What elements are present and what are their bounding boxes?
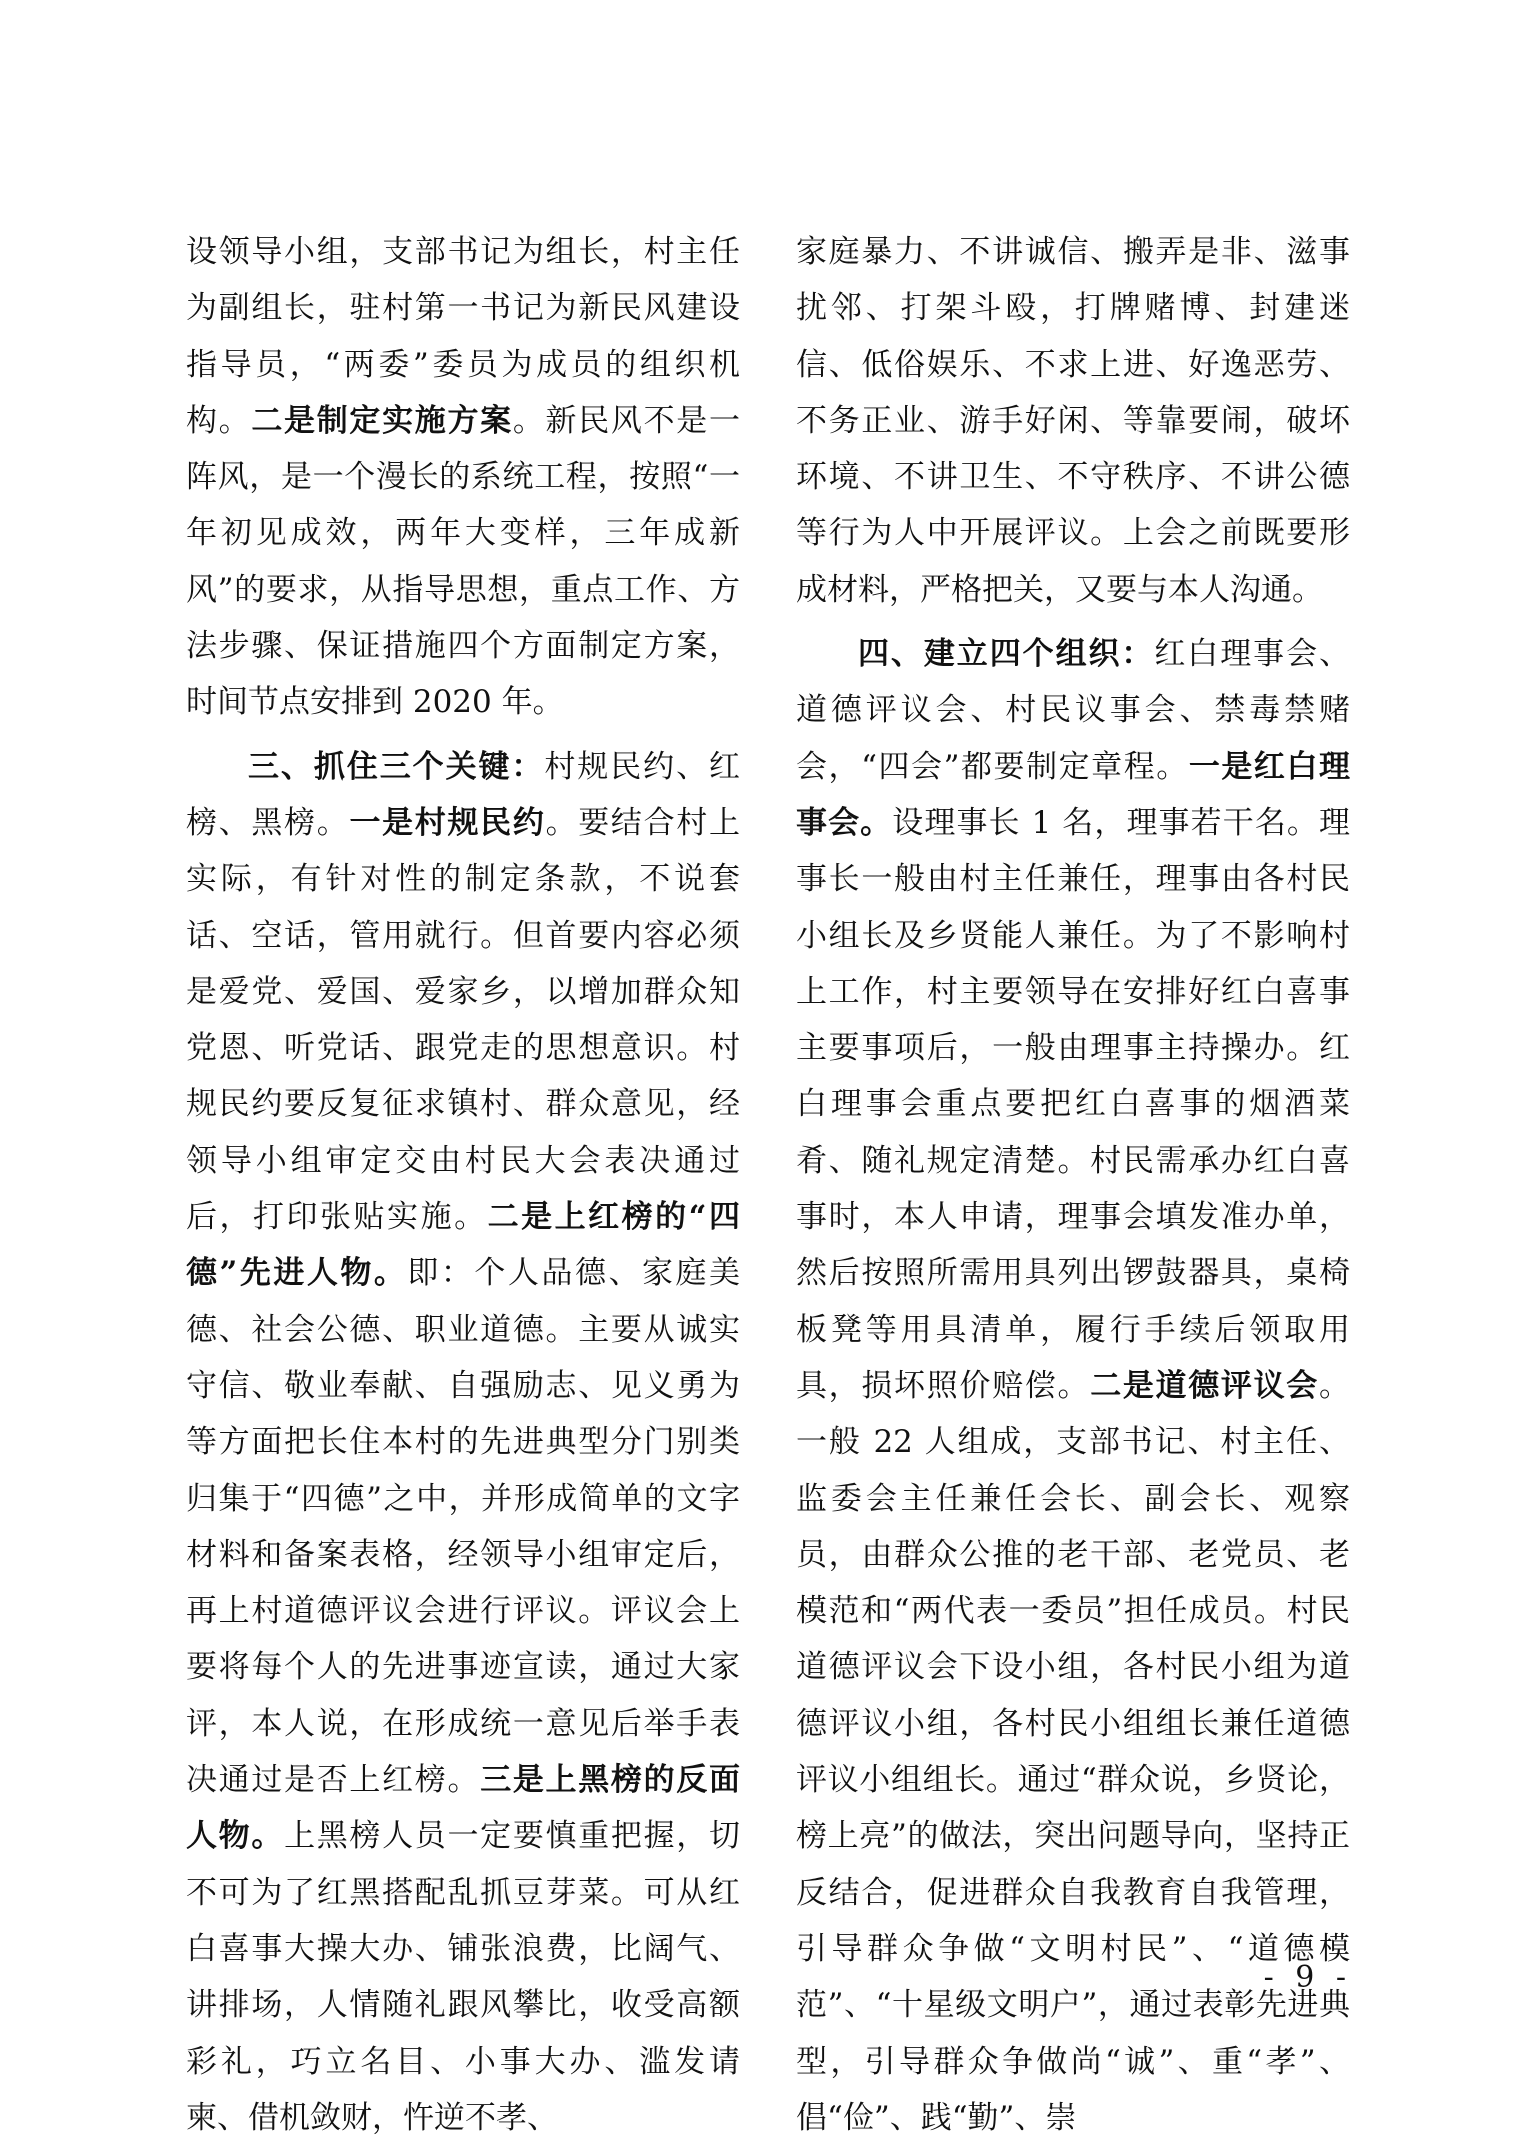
text-run: 红白理事会、道德评议会、村民议事会、禁毒禁赌会，“四会”都要制定章程。 xyxy=(796,636,1351,785)
text-run: 即：个人品德、家庭美德、社会公德、职业道德。主要从诚实守信、敬业奉献、自强励志、见义勇为等方面把长住本村的先进典型分门别类归集于“四德”之中，并形成简单的文字材料和备案表格，经领导小组审定后，再上村道德评议会进行评议。评议会上要将每个人的先进事迹宣读，通过大家评，本人说，在形成统一意见后举手表决通过是否上红榜。 xyxy=(186,1255,740,1799)
text-run: 设理事长 1 名，理事若干名。理事长一般由村主任兼任，理事由各村民小组长及乡贤能人兼任。为了不影响村上工作，村主要领导在安排好红白喜事主要事项后，一般由理事主持操办。红白理事会重点要把红白喜事的烟酒菜肴、随礼规定清楚。村民需承办红白喜事时，本人申请，理事会填发准办单，然后按照所需用具列出锣鼓器具，桌椅板凳等用具清单，履行手续后领取用具，损坏照价赔偿。 xyxy=(796,804,1350,1404)
bold-heading-run: 四、建立四个组织： xyxy=(858,636,1155,673)
text-run: 村规民约、红榜、黑榜。 xyxy=(186,748,741,841)
bold-heading-run: 三、抓住三个关键： xyxy=(248,748,545,785)
left-column xyxy=(186,224,740,2146)
bold-heading-run: 三是上黑榜的反面人物。 xyxy=(186,1762,740,1855)
text-run: 家庭暴力、不讲诚信、搬弄是非、滋事扰邻、打架斗殴，打牌赌博、封建迷信、低俗娱乐、不求上进、好逸恶劳、不务正业、游手好闲、等靠要闹，破坏环境、不讲卫生、不守秩序、不讲公德等行为人中开展评议。上会之前既要形成材料，严格把关，又要与本人沟通。 xyxy=(796,234,1350,608)
bold-heading-run: 二是道德评议会 xyxy=(1090,1367,1319,1404)
text-run: 上黑榜人员一定要慎重把握，切不可为了红黑搭配乱抓豆芽菜。可从红白喜事大操大办、铺张浪费，比阔气、讲排场，人情随礼跟风攀比，收受高额彩礼，巧立名目、小事大办、滥发请柬、借机敛财，忤逆不孝、 xyxy=(186,1818,740,2136)
right-column xyxy=(796,224,1350,2146)
text-run: 。要结合村上实际，有针对性的制定条款，不说套话、空话，管用就行。但首要内容必须是爱党、爱国、爱家乡，以增加群众知党恩、听党话、跟党走的思想意识。村规民约要反复征求镇村、群众意见，经领导小组审定交由村民大会表决通过后，打印张贴实施。 xyxy=(186,804,740,1236)
bold-heading-run: 一是红白理事会。 xyxy=(796,748,1350,841)
page-number: - 9 - xyxy=(1263,1960,1352,1995)
body-paragraph xyxy=(796,626,1350,2146)
body-paragraph xyxy=(796,224,1350,618)
text-run: 。新民风不是一阵风，是一个漫长的系统工程，按照“一年初见成效，两年大变样，三年成新风”的要求，从指导思想，重点工作、方法步骤、保证措施四个方面制定方案，时间节点安排到 2020 年。 xyxy=(186,402,740,721)
bold-heading-run: 二是上红榜的“四德”先进人物。 xyxy=(186,1199,740,1292)
bold-heading-run: 一是村规民约 xyxy=(349,804,546,841)
bold-heading-run: 二是制定实施方案 xyxy=(251,402,513,439)
text-run: 。一般 22 人组成，支部书记、村主任、监委会主任兼任会长、副会长、观察员，由群众公推的老干部、老党员、老模范和“两代表一委员”担任成员。村民道德评议会下设小组，各村民小组为道德评议小组，各村民小组组长兼任道德评议小组组长。通过“群众说，乡贤论，榜上亮”的做法，突出问题导向，坚持正反结合，促进群众自我教育自我管理，引导群众争做“文明村民”、“道德模范”、“十星级文明户”，通过表彰先进典型，引导群众争做尚“诚”、重“孝”、倡“俭”、践“勤”、崇 xyxy=(796,1367,1350,2136)
body-paragraph xyxy=(186,224,740,731)
body-paragraph xyxy=(186,739,740,2146)
text-run: 设领导小组，支部书记为组长，村主任为副组长，驻村第一书记为新民风建设指导员，“两委”委员为成员的组织机构。 xyxy=(186,234,740,439)
